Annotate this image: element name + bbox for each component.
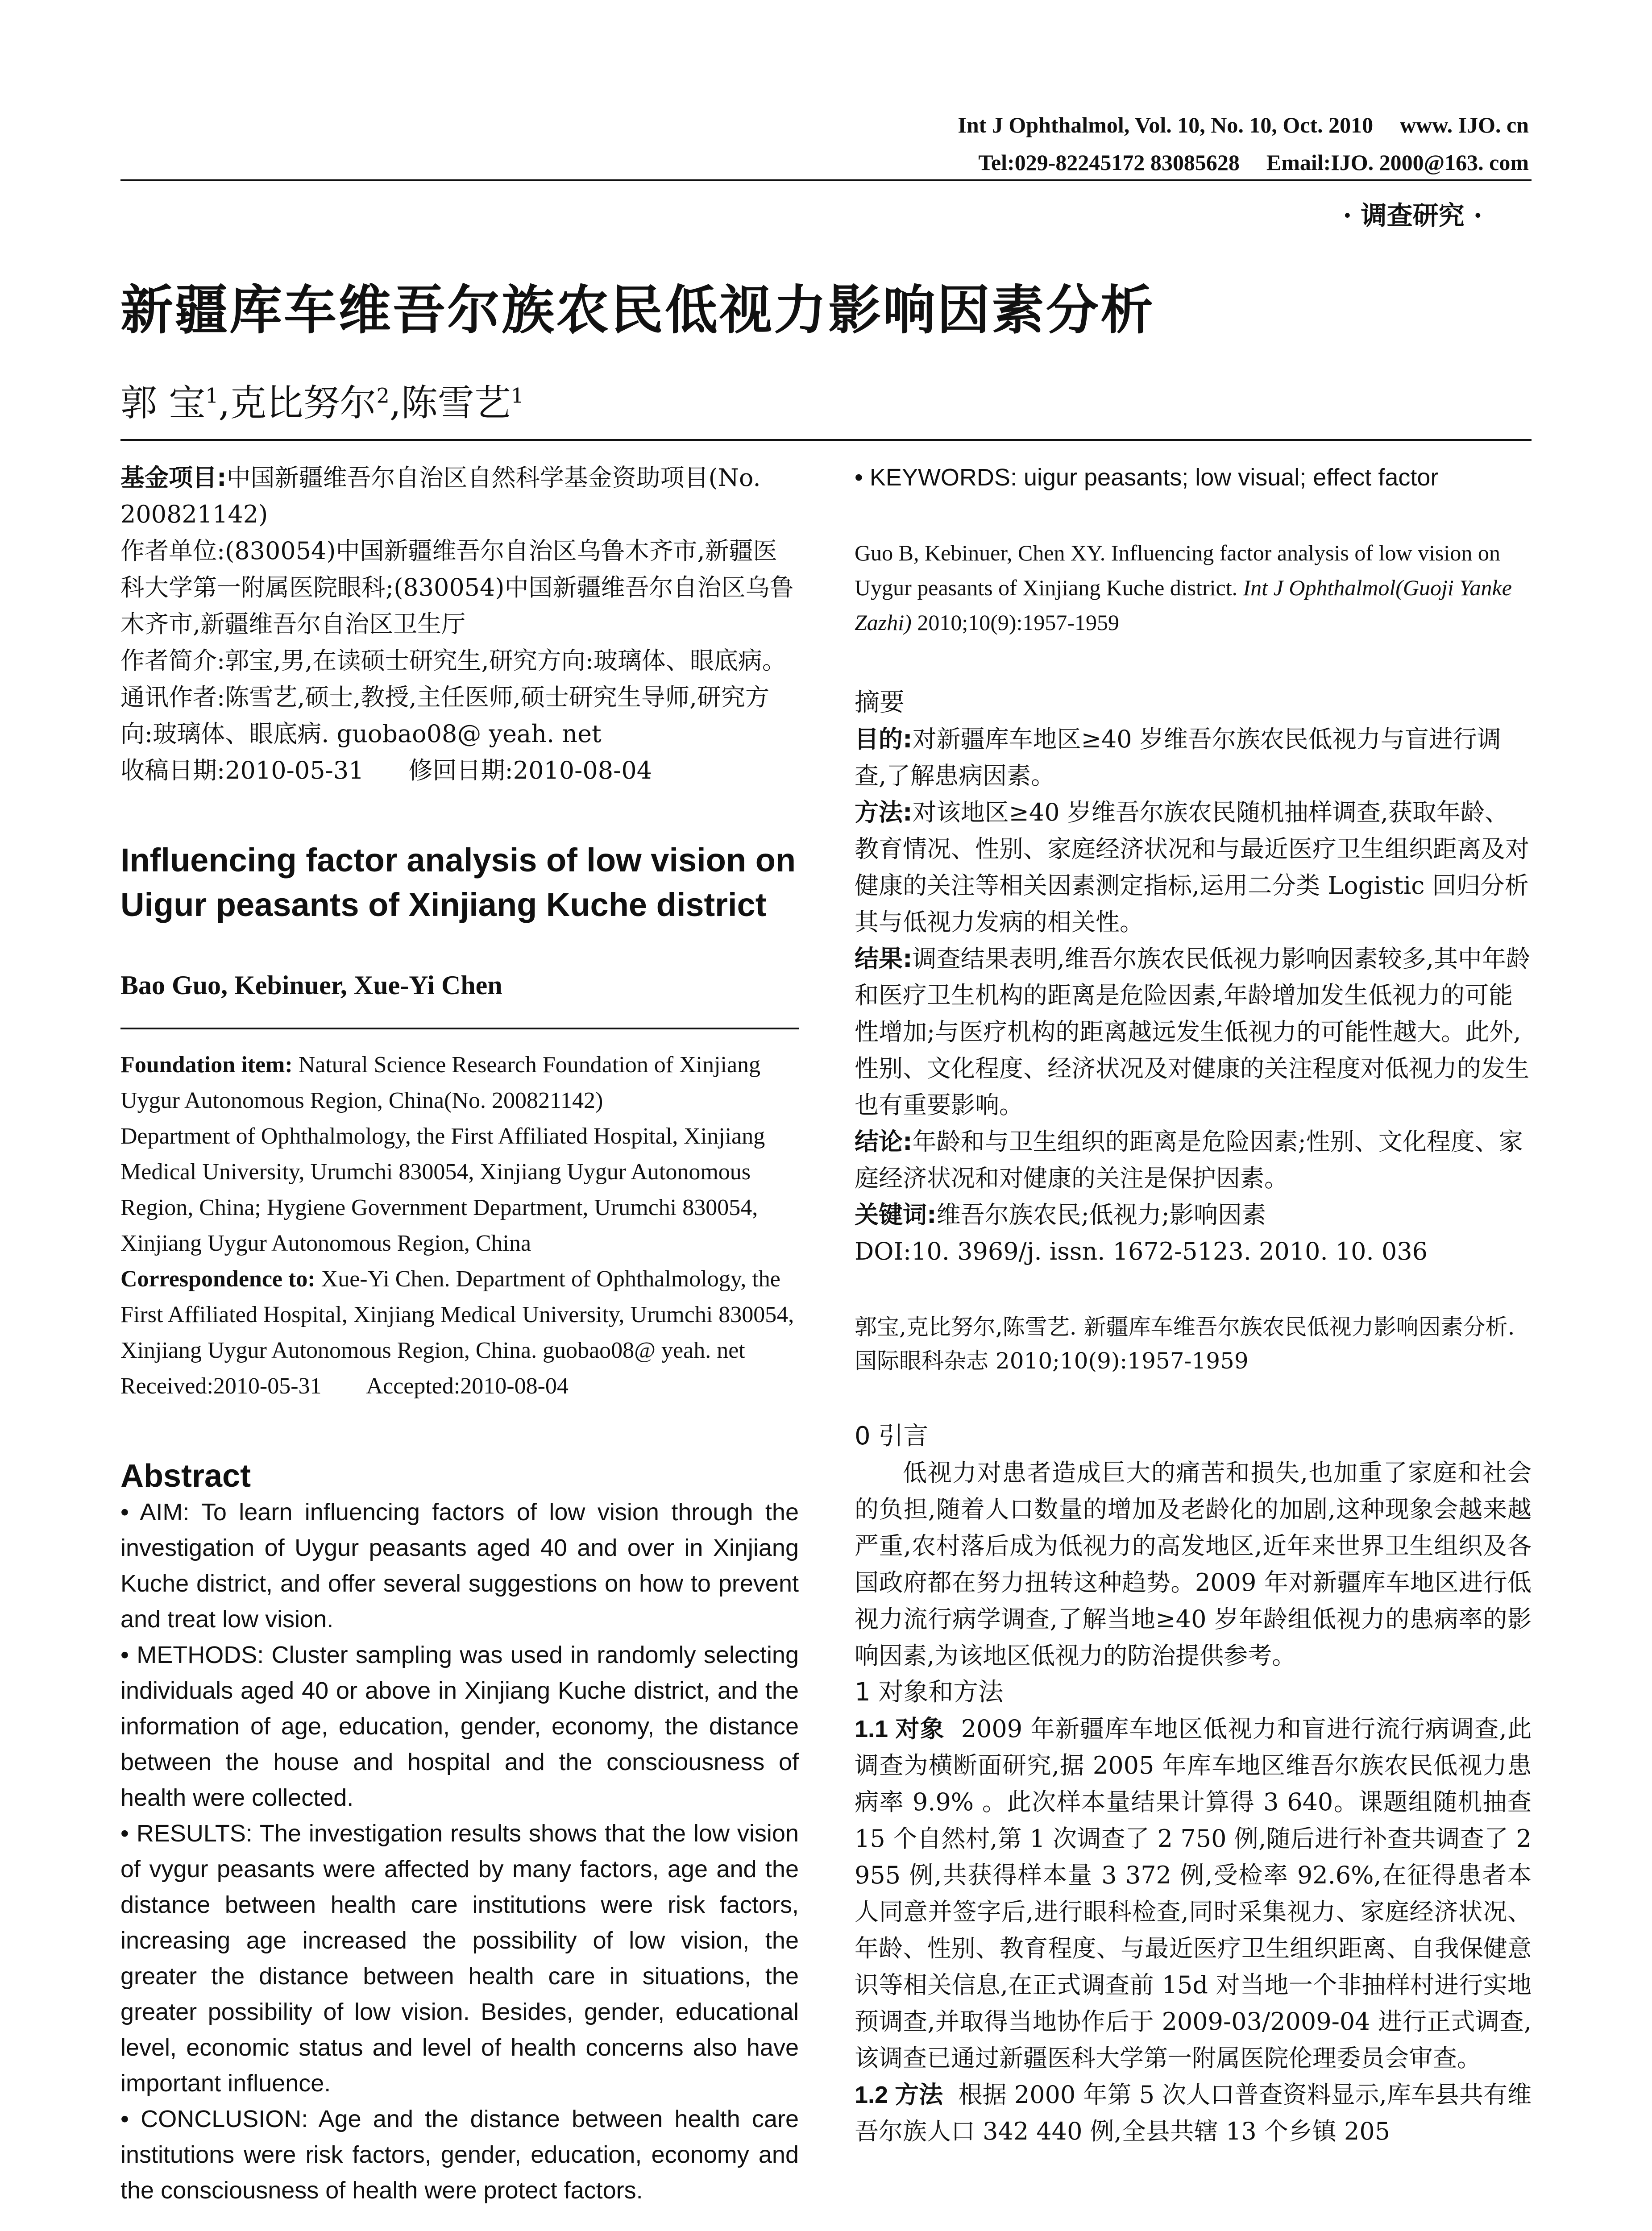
correspondence-en-label: Correspondence to:: [120, 1266, 315, 1292]
right-column: [855, 460, 1532, 2150]
correspondence-label: 通讯作者:: [120, 683, 225, 711]
journal-line-2: [931, 144, 1529, 181]
section-1-heading: 1 对象和方法: [855, 1678, 1004, 1707]
objective-cn: [855, 721, 1532, 794]
author-2: ,克比努尔: [218, 382, 377, 424]
affiliation-label: 作者单位:: [120, 537, 225, 565]
affiliation-text: (830054)中国新疆维吾尔自治区乌鲁木齐市,新疆医科大学第一附属医院眼科;(830054)中国新疆维吾尔自治区乌鲁木齐市,新疆维吾尔自治区卫生厅: [120, 537, 794, 638]
methods-label: 方法:: [855, 798, 913, 826]
conclusion-cn: [855, 1124, 1532, 1197]
section-0-heading: 0 引言: [855, 1422, 929, 1451]
results-cn: [855, 941, 1532, 1124]
accepted-date-en: Accepted:2010-08-04: [366, 1373, 569, 1399]
citation-en: [855, 535, 1532, 640]
author-3: ,陈雪艺: [389, 382, 511, 424]
article-title: 新疆库车维吾尔族农民低视力影响因素分析: [120, 279, 1155, 341]
bio-cn: [120, 643, 799, 679]
journal-header: [931, 106, 1529, 181]
abstract-conclusion: • CONCLUSION: Age and the distance between health care institutions were risk factors, gender, education, economy and the consciousness of health were protect factors.: [120, 2106, 799, 2204]
foundation-en-text: Natural Science Research Foundation of Xinjiang Uygur Autonomous Region, China(No. 200821142): [120, 1052, 761, 1113]
dates-cn: [120, 752, 799, 789]
results-text: 调查结果表明,维吾尔族农民低视力影响因素较多,其中年龄和医疗卫生机构的距离是危险因素,年龄增加发生低视力的可能性增加;与医疗机构的距离越远发生低视力的可能性越大。此外,性别、文化程度、经济状况及对健康的关注程度对低视力的发生也有重要影响。: [855, 945, 1530, 1119]
section-1-2-text: 根据 2000 年第 5 次人口普查资料显示,库车县共有维吾尔族人口 342 440 例,全县共辖 13 个乡镇 205: [855, 2081, 1532, 2145]
correspondence-en: [120, 1261, 799, 1368]
citation-cn: 郭宝,克比努尔,陈雪艺. 新疆库车维吾尔族农民低视力影响因素分析. 国际眼科杂志 2010;10(9):1957-1959: [855, 1314, 1515, 1374]
results-label: 结果:: [855, 945, 913, 973]
bio-label: 作者简介:: [120, 647, 225, 675]
abstract-cn-heading: 摘要: [855, 688, 905, 717]
author-1-affil: 1: [205, 383, 219, 408]
section-1-2-label: 1.2 方法: [855, 2082, 943, 2108]
abstract-results: • RESULTS: The investigation results shows that the low vision of vygur peasants were affected by many factors, age and the distance between health care institutions were risk factors, increasing age increased the possibility of low vision, the greater the distance between health care in situations, the greater possibility of low vision. Besides, gender, educational level, economic status and level of health concerns also have important influence.: [120, 1820, 799, 2097]
foundation-text: 中国新疆维吾尔自治区自然科学基金资助项目(No. 200821142): [120, 464, 761, 528]
english-title-line-2: Uigur peasants of Xinjiang Kuche district: [120, 886, 767, 923]
received-date-cn: 收稿日期:2010-05-31: [120, 756, 364, 784]
title-rule: [120, 439, 1532, 441]
correspondence-text: 陈雪艺,硕士,教授,主任医师,硕士研究生导师,研究方向:玻璃体、眼底病. guobao08@ yeah. net: [120, 683, 770, 748]
authors-rule: [120, 1028, 799, 1029]
journal-info: Int J Ophthalmol, Vol. 10, No. 10, Oct. 2010: [958, 112, 1374, 137]
methods-text: 对该地区≥40 岁维吾尔族农民随机抽样调查,获取年龄、教育情况、性别、家庭经济状况和与最近医疗卫生组织距离及对健康的关注等相关因素测定指标,运用二分类 Logistic 回归分析其与低视力发病的相关性。: [855, 798, 1529, 936]
journal-tel: Tel:029-82245172 83085628: [978, 150, 1240, 175]
journal-line-1: [931, 106, 1529, 144]
objective-label: 目的:: [855, 725, 913, 753]
keywords-cn-text: 维吾尔族农民;低视力;影响因素: [936, 1201, 1266, 1229]
article-type: · 调查研究 ·: [1343, 200, 1482, 231]
foundation-en: [120, 1047, 799, 1119]
abstract-aim: • AIM: To learn influencing factors of low vision through the investigation of Uygur peasants aged 40 and over in Xinjiang Kuche district, and offer several suggestions on how to prevent and treat low vision.: [120, 1499, 799, 1633]
correspondence-en-text: Xue-Yi Chen. Department of Ophthalmology, the First Affiliated Hospital, Xinjiang Medical University, Urumchi 830054, Xinjiang Uygur Autonomous Region, China. guobao08@ yeah. net: [120, 1266, 794, 1363]
journal-email: Email:IJO. 2000@163. com: [1266, 150, 1529, 175]
header-rule: [120, 179, 1532, 181]
section-1-1-label: 1.1 对象: [855, 1716, 945, 1742]
received-date-en: Received:2010-05-31: [120, 1373, 322, 1399]
section-1-1-text: 2009 年新疆库车地区低视力和盲进行流行病调查,此调查为横断面研究,据 2005 年库车地区维吾尔族农民低视力患病率 9.9% 。此次样本量结果计算得 3 640。课题组随机抽查 15 个自然村,第 1 次调查了 2 750 例,随后进行补查共调查了 2 955 例,共获得样本量 3 372 例,受检率 92.6%,在征得患者本人同意并签字后,进行眼科检查,同时采集视力、家庭经济状况、年龄、性别、教育程度、与最近医疗卫生组织距离、自我保健意识等相关信息,在正式调查前 15d 对当地一个非抽样村进行实地预调查,并取得当地协作后于 2009-03/2009-04 进行正式调查,该调查已通过新疆医科大学第一附属医院伦理委员会审查。: [855, 1715, 1532, 2072]
abstract-methods: • METHODS: Cluster sampling was used in randomly selecting individuals aged 40 or above in Xinjiang Kuche district, and the information of age, education, gender, economy, the distance between the house and hospital and the consciousness of health were collected.: [120, 1642, 799, 1811]
keywords-cn: [855, 1197, 1532, 1233]
correspondence-cn: [120, 679, 799, 752]
english-authors: Bao Guo, Kebinuer, Xue-Yi Chen: [120, 970, 502, 1000]
left-column: [120, 460, 799, 2208]
citation-en-volume: 2010;10(9):1957-1959: [917, 610, 1120, 635]
dates-en: [120, 1368, 799, 1404]
affiliation-cn: [120, 533, 799, 643]
english-title: [120, 838, 799, 927]
revised-date-cn: 修回日期:2010-08-04: [408, 756, 652, 784]
abstract-heading: Abstract: [120, 1458, 251, 1494]
citation-en-text: Guo B, Kebinuer, Chen XY. Influencing factor analysis of low vision on Uygur peasants of Xinjiang Kuche district.: [855, 540, 1500, 600]
keywords-en: • KEYWORDS: uigur peasants; low visual; effect factor: [855, 464, 1439, 491]
affiliation-en: Department of Ophthalmology, the First Affiliated Hospital, Xinjiang Medical University, Urumchi 830054, Xinjiang Uygur Autonomous Region, China; Hygiene Government Department, Urumchi 830054, Xinjiang Uygur Autonomous Region, China: [120, 1124, 765, 1256]
foundation-label: 基金项目:: [120, 464, 227, 492]
conclusion-text: 年龄和与卫生组织的距离是危险因素;性别、文化程度、家庭经济状况和对健康的关注是保护因素。: [855, 1128, 1523, 1192]
english-title-line-1: Influencing factor analysis of low vision on: [120, 842, 796, 879]
conclusion-label: 结论:: [855, 1128, 913, 1156]
objective-text: 对新疆库车地区≥40 岁维吾尔族农民低视力与盲进行调查,了解患病因素。: [855, 725, 1501, 790]
foundation-cn: [120, 460, 799, 533]
authors-cn: [120, 374, 524, 426]
section-1-2: [855, 2077, 1532, 2150]
author-1: 郭 宝: [120, 382, 206, 424]
bio-text: 郭宝,男,在读硕士研究生,研究方向:玻璃体、眼底病。: [225, 647, 786, 675]
intro-paragraph: 低视力对患者造成巨大的痛苦和损失,也加重了家庭和社会的负担,随着人口数量的增加及老龄化的加剧,这种现象会越来越严重,农村落后成为低视力的高发地区,近年来世界卫生组织及各国政府都在努力扭转这种趋势。2009 年对新疆库车地区进行低视力流行病学调查,了解当地≥40 岁年龄组低视力的患病率的影响因素,为该地区低视力的防治提供参考。: [855, 1459, 1532, 1670]
author-2-affil: 2: [376, 383, 390, 408]
author-3-affil: 1: [511, 383, 524, 408]
journal-website: www. IJO. cn: [1400, 112, 1529, 137]
methods-cn: [855, 794, 1532, 941]
keywords-cn-label: 关键词:: [855, 1201, 937, 1229]
section-1-1: [855, 1711, 1532, 2077]
citation-en-journal: Int J Ophthalmol(Guoji Yanke Zazhi): [855, 575, 1512, 635]
foundation-en-label: Foundation item:: [120, 1052, 293, 1078]
doi: DOI:10. 3969/j. issn. 1672-5123. 2010. 10. 036: [855, 1237, 1428, 1265]
